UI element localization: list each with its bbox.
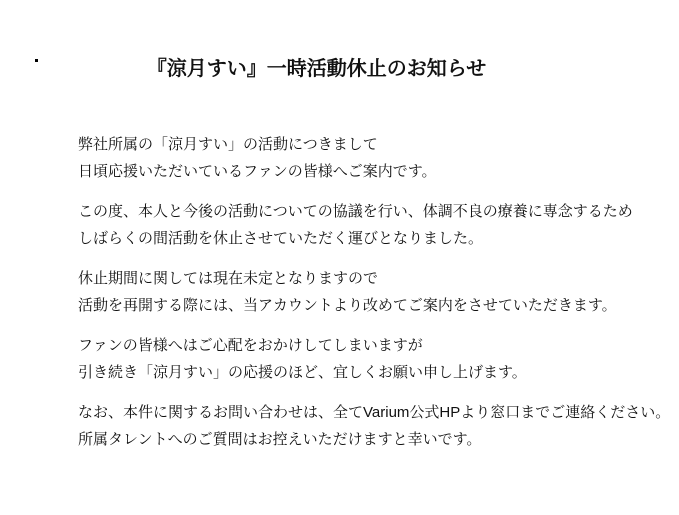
paragraph-contact [78,399,671,453]
paragraph-duration [78,265,663,319]
paragraph-reason [78,198,663,252]
paragraph-line: しばらくの間活動を休止させていただく運びとなりました。 [78,230,484,247]
paragraph-line: 引き続き「涼月すい」の応援のほど、宜しくお願い申し上げます。 [78,364,527,381]
paragraph-line: 日頃応援いただいているファンの皆様へご案内です。 [78,163,437,180]
paragraph-line: 所属タレントへのご質問はお控えいただけますと幸いです。 [78,431,482,448]
paragraph-intro [78,131,663,185]
paragraph-line: 弊社所属の「涼月すい」の活動につきまして [78,136,378,153]
paragraph-line: なお、本件に関するお問い合わせは、全てVarium公式HPより窓口までご連絡ください。 [78,404,671,421]
paragraph-line: 休止期間に関しては現在未定となりますので [78,270,379,287]
notice-body [78,131,671,466]
paragraph-line: 活動を再開する際には、当アカウントより改めてご案内をさせていただきます。 [78,297,617,314]
notice-title: 『涼月すい』一時活動休止のお知らせ [146,58,487,80]
paragraph-line: この度、本人と今後の活動についての協議を行い、体調不良の療養に専念するため [78,203,633,220]
paragraph-line: ファンの皆様へはご心配をおかけしてしまいますが [78,337,423,354]
paragraph-apology [78,332,663,386]
